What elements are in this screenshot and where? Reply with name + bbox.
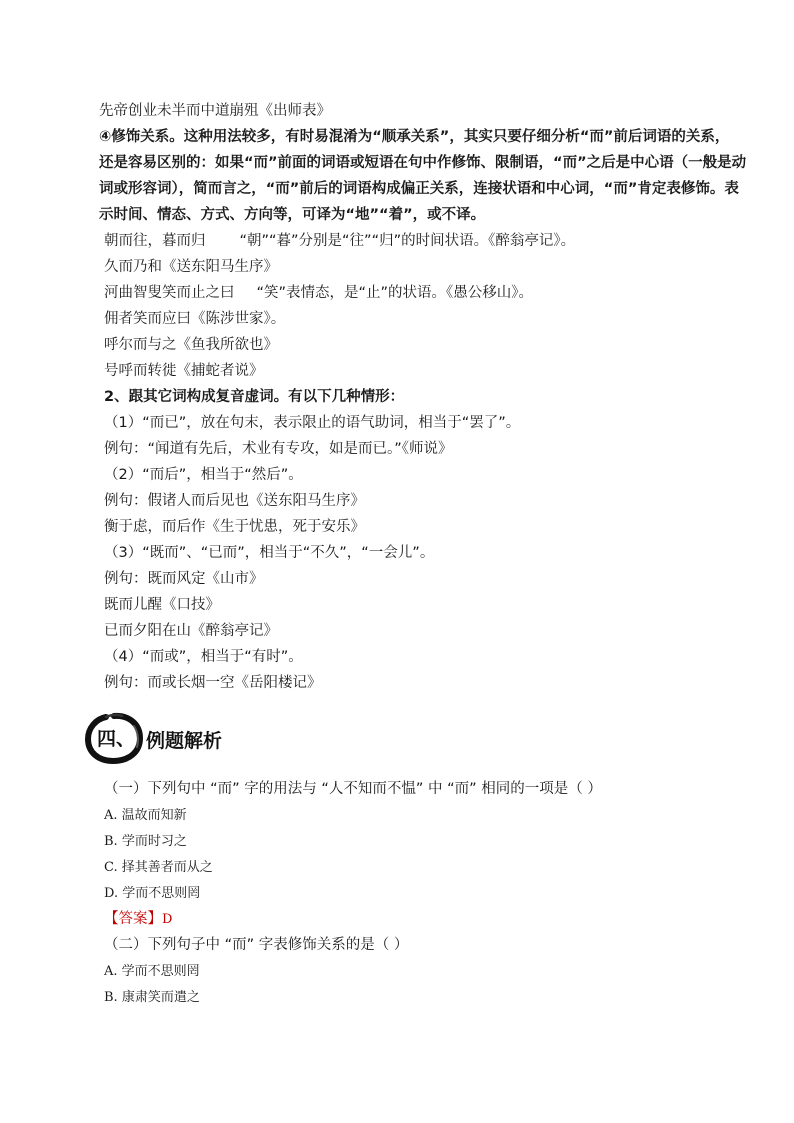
question-option <box>104 805 187 826</box>
section-title: 例题解析 <box>146 730 223 752</box>
text-line: （2）“而后”，相当于“然后”。 <box>104 467 303 483</box>
question-option <box>104 961 200 982</box>
text-line: 已而夕阳在山《醉翁亭记》 <box>104 623 278 639</box>
example-line: 佣者笑而应曰《陈涉世家》。 <box>104 311 286 327</box>
option-text: A. 学而不思则罔 <box>104 964 200 979</box>
option-text: C. 择其善者而从之 <box>104 860 213 875</box>
text-line: ④修饰关系。这种用法较多，有时易混淆为“顺承关系”，其实只要仔细分析“而”前后词语的关系， <box>99 129 730 145</box>
option-text: D. 学而不思则罔 <box>104 886 201 901</box>
example-sentence: 河曲智叟笑而止之曰 <box>104 285 235 301</box>
text-line: 例句：“闻道有先后，术业有专攻，如是而已。”《师说》 <box>104 441 453 457</box>
answer-line <box>104 909 172 930</box>
text-line: 衡于虑，而后作《生于忧患，死于安乐》 <box>104 519 365 535</box>
example-line: 号呼而转徙《捕蛇者说》 <box>104 363 264 379</box>
text-line: 例句：既而风定《山市》 <box>104 571 264 587</box>
option-text: B. 康肃笑而遣之 <box>104 990 200 1005</box>
example-line <box>104 231 575 251</box>
question-option <box>104 987 200 1008</box>
example-note: “朝”“暮”分别是“往”“归”的时间状语。《醉翁亭记》。 <box>239 233 576 249</box>
example-sentence: 朝而往，暮而归 <box>104 233 206 249</box>
question-option <box>104 883 200 904</box>
answer-value: D <box>162 912 173 927</box>
subheading: 2、跟其它词构成复音虚词。有以下几种情形： <box>104 389 405 405</box>
option-text: B. 学而时习之 <box>104 834 187 849</box>
example-line <box>104 283 533 303</box>
section-number: 四、 <box>97 728 136 750</box>
text-line: （4）“而或”，相当于“有时”。 <box>104 649 303 665</box>
text-line: 先帝创业未半而中道崩殂《出师表》 <box>99 103 331 119</box>
answer-label: 【答案】 <box>104 911 162 927</box>
example-line: 呼尔而与之《鱼我所欲也》 <box>104 337 278 353</box>
text-line: 既而儿醒《口技》 <box>104 597 220 613</box>
section-heading <box>82 710 342 766</box>
text-line: 示时间、情态、方式、方向等，可译为“地”“着”，或不译。 <box>99 207 486 223</box>
text-line: 还是容易区别的：如果“而”前面的词语或短语在句中作修饰、限制语，“而”之后是中心语（一般是动 <box>99 155 747 171</box>
option-text: A. 温故而知新 <box>104 808 187 823</box>
text-line: 例句：假诸人而后见也《送东阳马生序》 <box>104 493 365 509</box>
example-note: “笑”表情态，是“止”的状语。《愚公移山》。 <box>256 285 534 301</box>
text-line: （1）“而已”，放在句末，表示限止的语气助词，相当于“罢了”。 <box>104 415 521 431</box>
question-stem: （一）下列句中 “而” 字的用法与 “人不知而不愠” 中 “而” 相同的一项是（ ） <box>104 781 602 797</box>
text-line: 词或形容词），简而言之，“而”前后的词语构成偏正关系，连接状语和中心词，“而”肯定表修饰。表 <box>99 181 739 197</box>
question-option <box>104 857 213 878</box>
example-line: 久而乃和《送东阳马生序》 <box>104 259 278 275</box>
text-line: （3）“既而”、“已而”，相当于“不久”，“一会儿”。 <box>104 545 435 561</box>
question-stem: （二）下列句子中 “而” 字表修饰关系的是（ ） <box>104 937 409 953</box>
text-line: 例句：而或长烟一空《岳阳楼记》 <box>104 675 322 691</box>
question-option <box>104 831 187 852</box>
